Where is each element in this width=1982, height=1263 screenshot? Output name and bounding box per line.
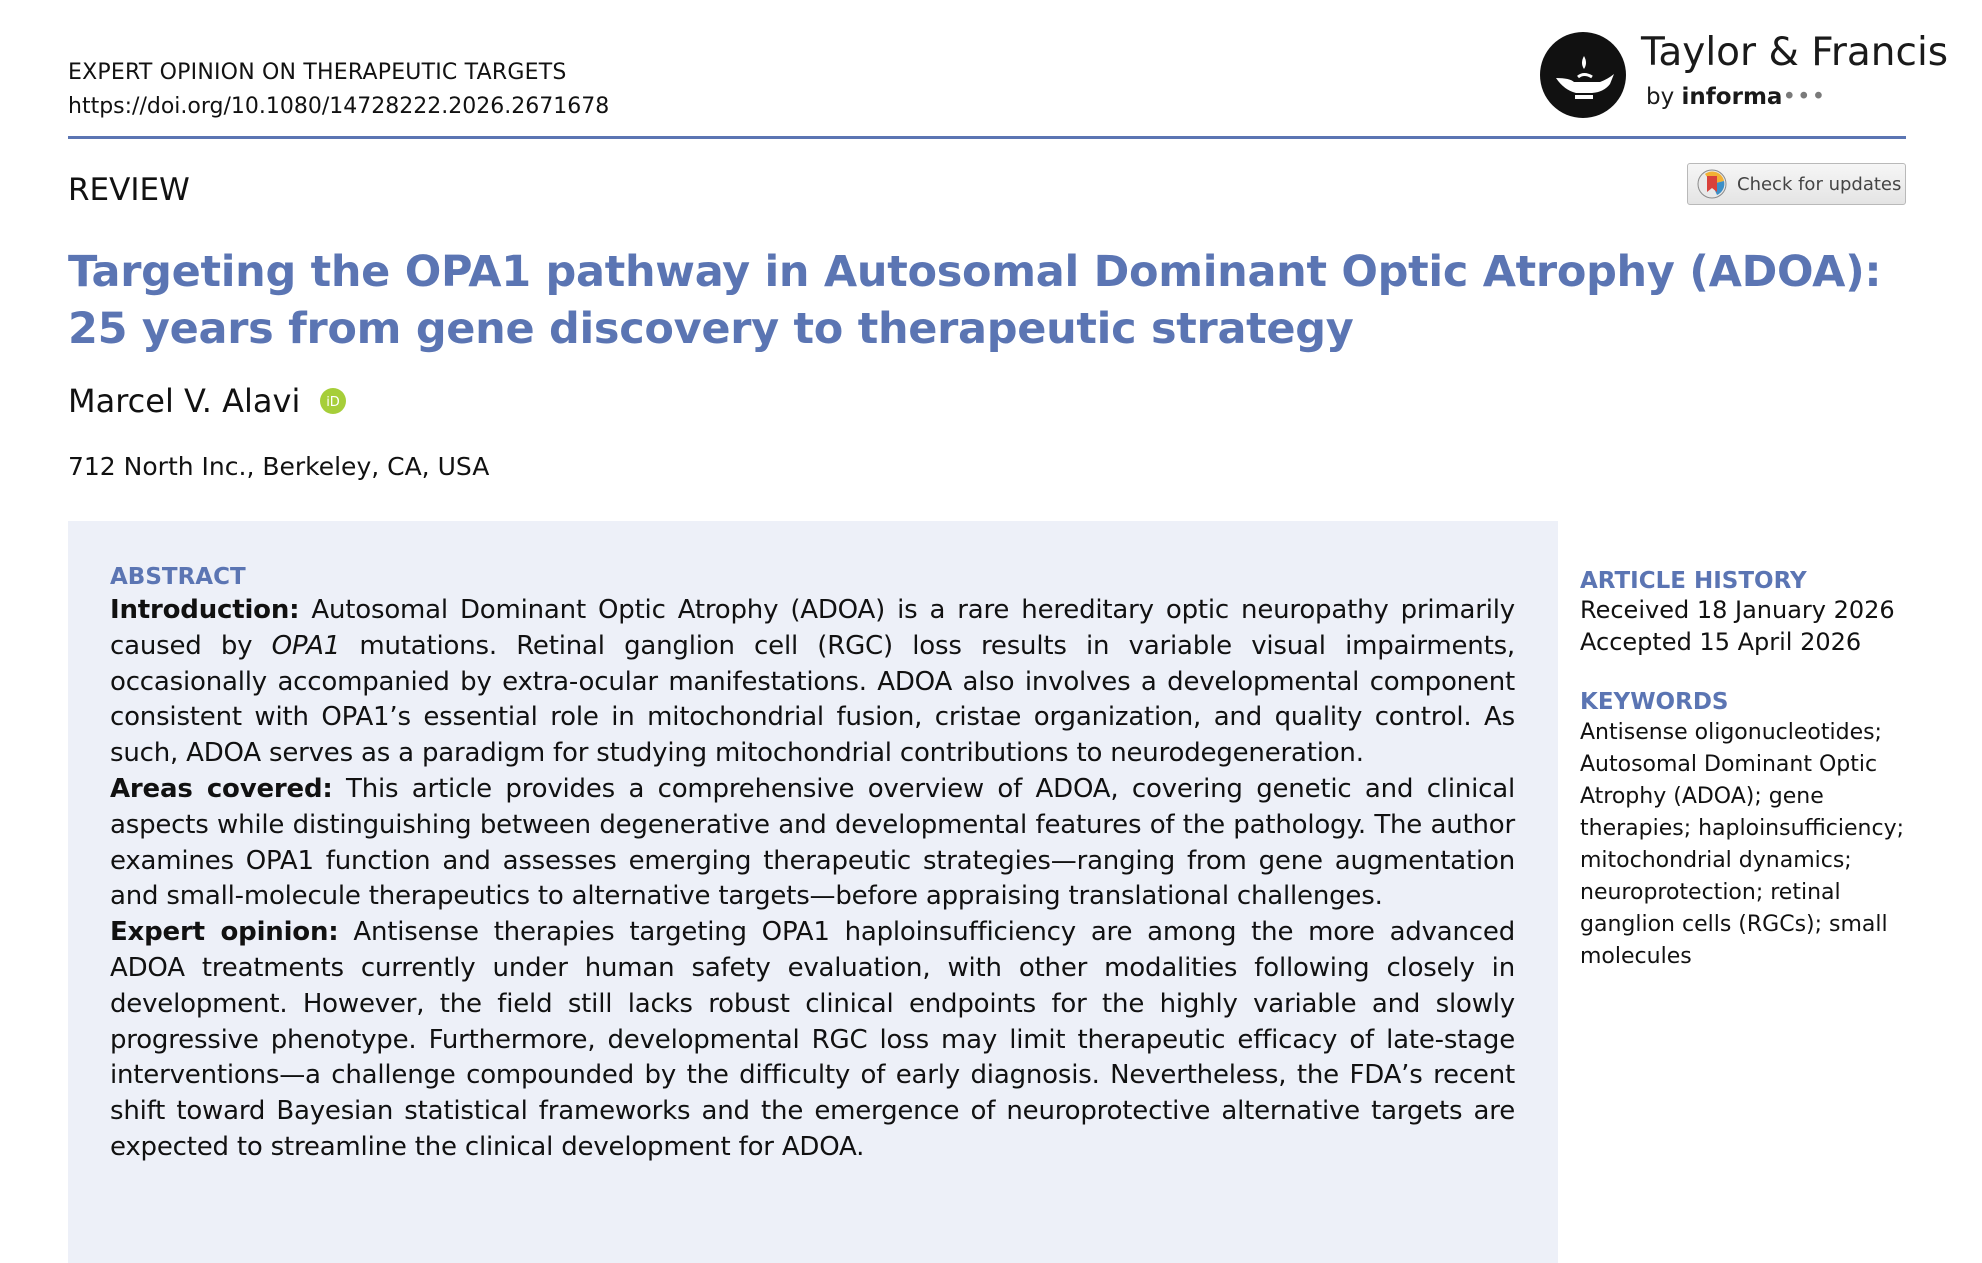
accepted-date: Accepted 15 April 2026 <box>1580 628 1862 656</box>
keywords-heading: KEYWORDS <box>1580 689 1729 715</box>
keywords-section <box>1580 689 1910 973</box>
received-date: Received 18 January 2026 <box>1580 596 1895 624</box>
affiliation: 712 North Inc., Berkeley, CA, USA <box>68 452 490 481</box>
opinion-text: Antisense therapies targeting OPA1 haploinsufficiency are among the more advanced ADOA treatments currently under human safety evaluation, with other modalities following closely in development. However, the field still lacks robust clinical endpoints for the highly variable and slowly progressive phenotype. Furthermore, developmental RGC loss may limit therapeutic efficacy of late-stage interventions—a challenge compounded by the difficulty of early diagnosis. Nevertheless, the FDA’s recent shift toward Bayesian statistical frameworks and the emergence of neuroprotective alternative targets are expected to streamline the clinical development for ADOA. <box>110 917 1515 1162</box>
svg-text:iD: iD <box>325 395 340 410</box>
opinion-label: Expert opinion: <box>110 917 339 948</box>
areas-label: Areas covered: <box>110 773 333 804</box>
check-for-updates-label: Check for updates <box>1737 173 1902 195</box>
introduction-label: Introduction: <box>110 595 300 625</box>
journal-name: EXPERT OPINION ON THERAPEUTIC TARGETS <box>68 60 567 85</box>
article-history <box>1580 568 1910 658</box>
author-line <box>68 382 347 420</box>
publisher-by: by <box>1646 84 1675 110</box>
keywords-list: Antisense oligonucleotides; Autosomal Dominant Optic Atrophy (ADOA); gene therapies; haploinsufficiency; mitochondrial dynamics; neuroprotection; retinal ganglion cells (RGCs); small molecules <box>1580 720 1905 969</box>
abstract-areas-covered <box>110 772 1515 915</box>
introduction-gene: OPA1 <box>271 630 341 661</box>
abstract-expert-opinion <box>110 915 1515 1166</box>
publisher-parent: informa <box>1681 84 1783 110</box>
author-name[interactable]: Marcel V. Alavi <box>68 382 301 420</box>
article-type: REVIEW <box>68 172 190 208</box>
check-for-updates-button[interactable] <box>1687 163 1906 205</box>
crossmark-icon <box>1697 169 1727 199</box>
abstract-body <box>110 593 1515 1166</box>
publisher-name: Taylor & Francis <box>1641 30 1949 75</box>
header-divider <box>68 136 1906 139</box>
publisher-byline <box>1646 84 1826 110</box>
abstract-introduction <box>110 593 1515 772</box>
introduction-text-2: mutations. Retinal ganglion cell (RGC) loss results in variable visual impairments, occasionally accompanied by extra-ocular manifestations. ADOA also involves a developmental component consistent with OPA1’s essential role in mitochondrial fusion, cristae organization, and quality control. As such, ADOA serves as a paradigm for studying mitochondrial contributions to neurodegeneration. <box>110 630 1515 769</box>
abstract-heading: ABSTRACT <box>110 564 246 590</box>
article-history-heading: ARTICLE HISTORY <box>1580 568 1807 594</box>
abstract-box <box>68 521 1558 1263</box>
areas-text: This article provides a comprehensive overview of ADOA, covering genetic and clinical aspects while distinguishing between degenerative and developmental features of the pathology. The author examines OPA1 function and assesses emerging therapeutic strategies—ranging from gene augmentation and small-molecule therapeutics to alternative targets—before appraising translational challenges. <box>110 773 1515 912</box>
doi-link[interactable]: https://doi.org/10.1080/14728222.2026.2671678 <box>68 94 610 119</box>
introduction-text-1: Autosomal Dominant Optic Atrophy (ADOA) is a rare hereditary optic neuropathy primarily caused by <box>110 595 1515 661</box>
lamp-logo-icon <box>1540 32 1626 118</box>
orcid-icon[interactable] <box>319 387 347 415</box>
publisher-dots: ••• <box>1782 84 1827 110</box>
article-title: Targeting the OPA1 pathway in Autosomal Dominant Optic Atrophy (ADOA): 25 years from gene discovery to therapeutic strategy <box>68 247 1882 354</box>
